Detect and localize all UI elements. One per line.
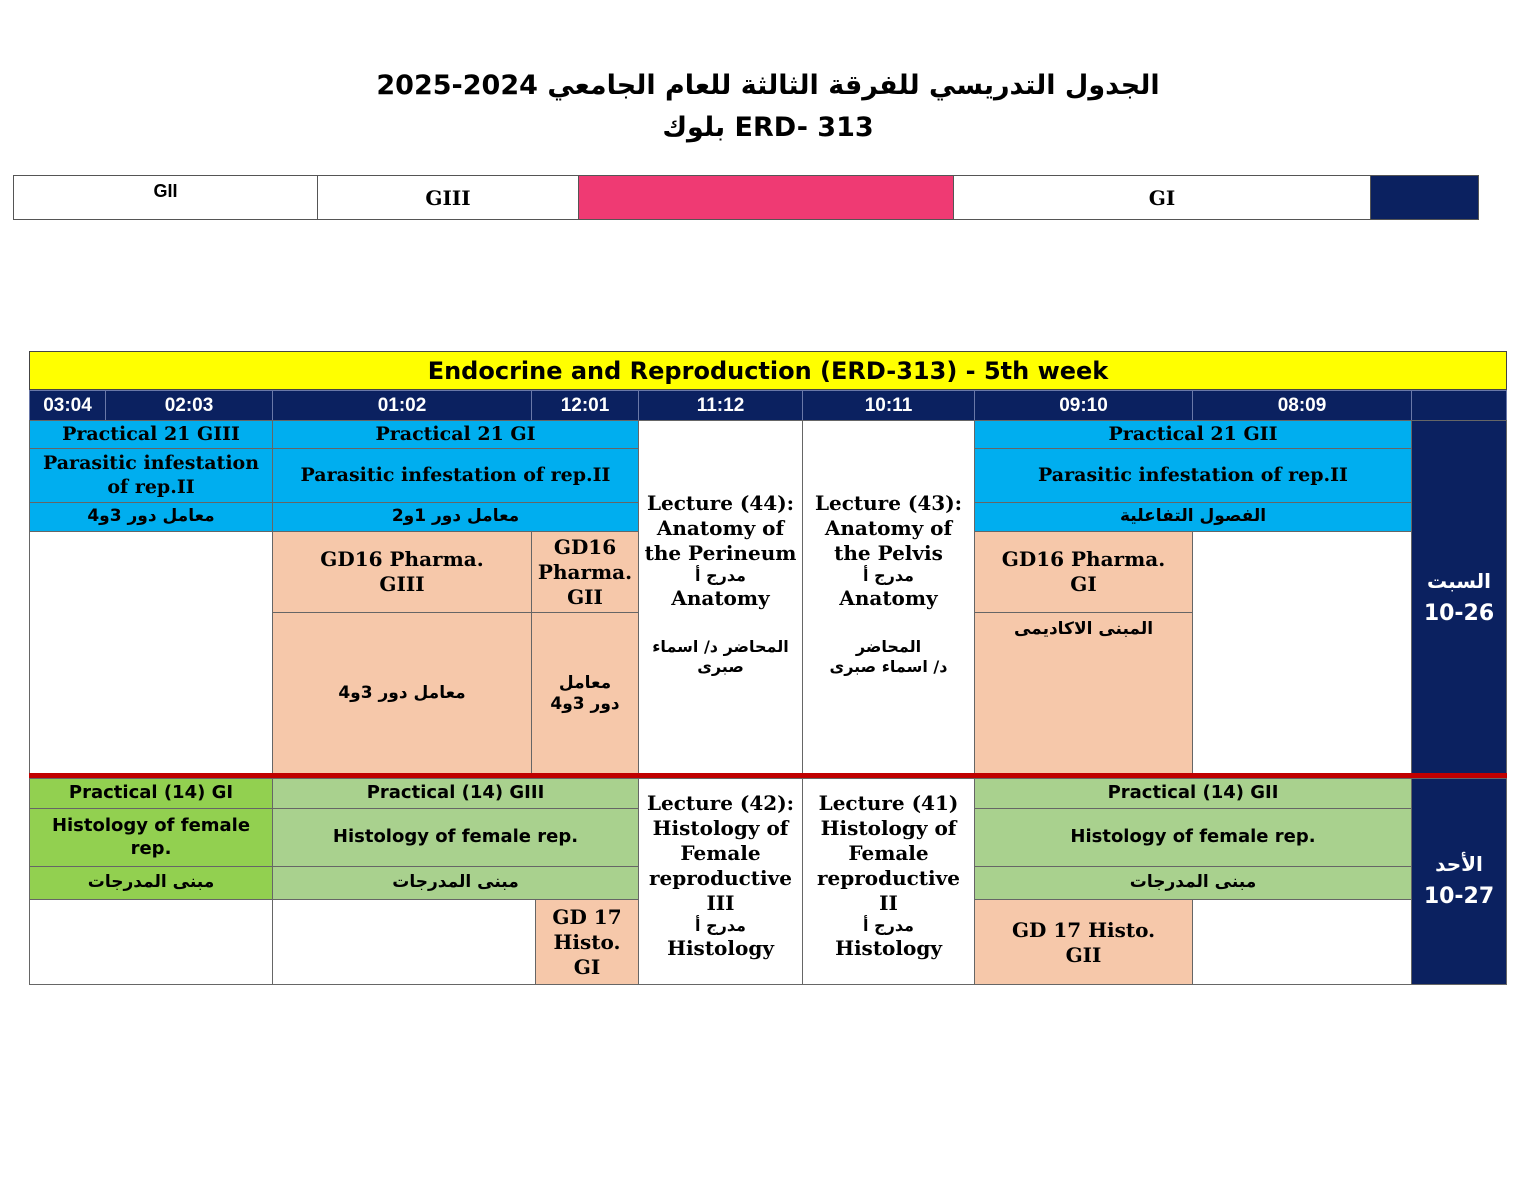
sat-practical-gii-title: Practical 21 GII: [974, 420, 1412, 449]
sat-practical-gi-title: Practical 21 GI: [272, 420, 639, 449]
lecture-title: Lecture (43): Anatomy of the Pelvis: [814, 491, 963, 565]
sat-gd16-giii-place: معامل دور 3و4: [272, 612, 532, 776]
sun-practical-gi-place: مبنى المدرجات: [29, 866, 273, 900]
sun-practical-gi-topic: Histology of female rep.: [29, 808, 273, 867]
page-subtitle: ERD- 313 بلوك: [662, 112, 874, 143]
sat-gd16-giii: GD16 Pharma. GIII: [272, 531, 532, 613]
sat-practical-giii-title: Practical 21 GIII: [29, 420, 273, 449]
sun-gd17-gi: GD 17 Histo. GI: [535, 899, 639, 985]
day-sunday: [1411, 778, 1507, 985]
sat-gd16-gii-place: معامل دور 3و4: [531, 612, 639, 776]
sun-gd17-gii: GD 17 Histo. GII: [974, 899, 1193, 985]
lecture-hall: مدرج أ: [863, 916, 914, 935]
time-slot: 03:04: [29, 390, 106, 421]
legend-giii: GIII: [317, 175, 579, 220]
sat-empty-slot: [1192, 531, 1412, 776]
sat-gd16-gi-place: المبنى الاكاديمى: [974, 612, 1193, 776]
sun-practical-giii-title: Practical (14) GIII: [272, 778, 639, 809]
sun-empty-slot: [1192, 899, 1412, 985]
sat-gd16-gi: GD16 Pharma. GI: [974, 531, 1193, 613]
sun-empty-slot: [29, 899, 273, 985]
schedule-title: Endocrine and Reproduction (ERD-313) - 5th week: [29, 351, 1507, 390]
day-date: 10-26: [1423, 600, 1495, 626]
page-title: الجدول التدريسي للفرقة الثالثة للعام الجامعي 2024-2025: [376, 70, 1160, 101]
legend-color-navy: [1370, 175, 1479, 220]
time-slot: 08:09: [1192, 390, 1412, 421]
lecture-lecturer: المحاضر د/ اسماء صبرى: [652, 637, 789, 676]
sat-practical-giii-topic: Parasitic infestation of rep.II: [29, 448, 273, 503]
day-date: 10-27: [1423, 884, 1495, 910]
sat-gd16-gii: GD16 Pharma. GII: [531, 531, 639, 613]
sun-practical-giii-place: مبنى المدرجات: [272, 866, 639, 900]
lecture-title: Lecture (42): Histology of Female reproductive III: [646, 791, 795, 915]
lecture-title: Lecture (44): Anatomy of the Perineum: [644, 491, 797, 565]
sun-practical-gii-title: Practical (14) GII: [974, 778, 1412, 809]
lecture-title: Lecture (41) Histology of Female reproductive II: [816, 791, 960, 915]
time-slot: 12:01: [531, 390, 639, 421]
time-header-blank: [1411, 390, 1507, 421]
lecture-dept: Histology: [667, 936, 774, 960]
sat-practical-gi-place: معامل دور 1و2: [272, 502, 639, 532]
lecture-dept: Anatomy: [839, 586, 938, 610]
sat-empty-slot: [29, 531, 273, 776]
lecture-lecturer-label: المحاضر: [855, 637, 922, 656]
sat-practical-gi-topic: Parasitic infestation of rep.II: [272, 448, 639, 503]
sat-practical-gii-topic: Parasitic infestation of rep.II: [974, 448, 1412, 503]
sun-practical-gi-title: Practical (14) GI: [29, 778, 273, 809]
time-slot: 02:03: [105, 390, 273, 421]
day-saturday: [1411, 420, 1507, 776]
legend-gi: GI: [953, 175, 1371, 220]
sat-practical-gii-place: الفصول التفاعلية: [974, 502, 1412, 532]
sat-lecture-43: [802, 420, 975, 776]
day-name: السبت: [1426, 568, 1492, 593]
sun-empty-slot: [272, 899, 536, 985]
time-slot: 10:11: [802, 390, 975, 421]
legend-color-pink: [578, 175, 954, 220]
lecture-hall: مدرج أ: [695, 916, 746, 935]
sat-lecture-44: [638, 420, 803, 776]
sun-practical-gii-place: مبنى المدرجات: [974, 866, 1412, 900]
lecture-hall: مدرج أ: [863, 566, 914, 585]
lecture-dept: Histology: [835, 936, 942, 960]
time-slot: 09:10: [974, 390, 1193, 421]
time-slot: 01:02: [272, 390, 532, 421]
lecture-lecturer: د/ اسماء صبرى: [829, 657, 948, 676]
legend-gii: GII: [13, 175, 318, 220]
time-slot: 11:12: [638, 390, 803, 421]
day-name: الأحد: [1435, 852, 1483, 877]
sun-practical-giii-topic: Histology of female rep.: [272, 808, 639, 867]
sun-lecture-41: [802, 778, 975, 985]
sun-lecture-42: [638, 778, 803, 985]
sun-practical-gii-topic: Histology of female rep.: [974, 808, 1412, 867]
lecture-dept: Anatomy: [671, 586, 770, 610]
lecture-hall: مدرج أ: [695, 566, 746, 585]
sat-practical-giii-place: معامل دور 3و4: [29, 502, 273, 532]
